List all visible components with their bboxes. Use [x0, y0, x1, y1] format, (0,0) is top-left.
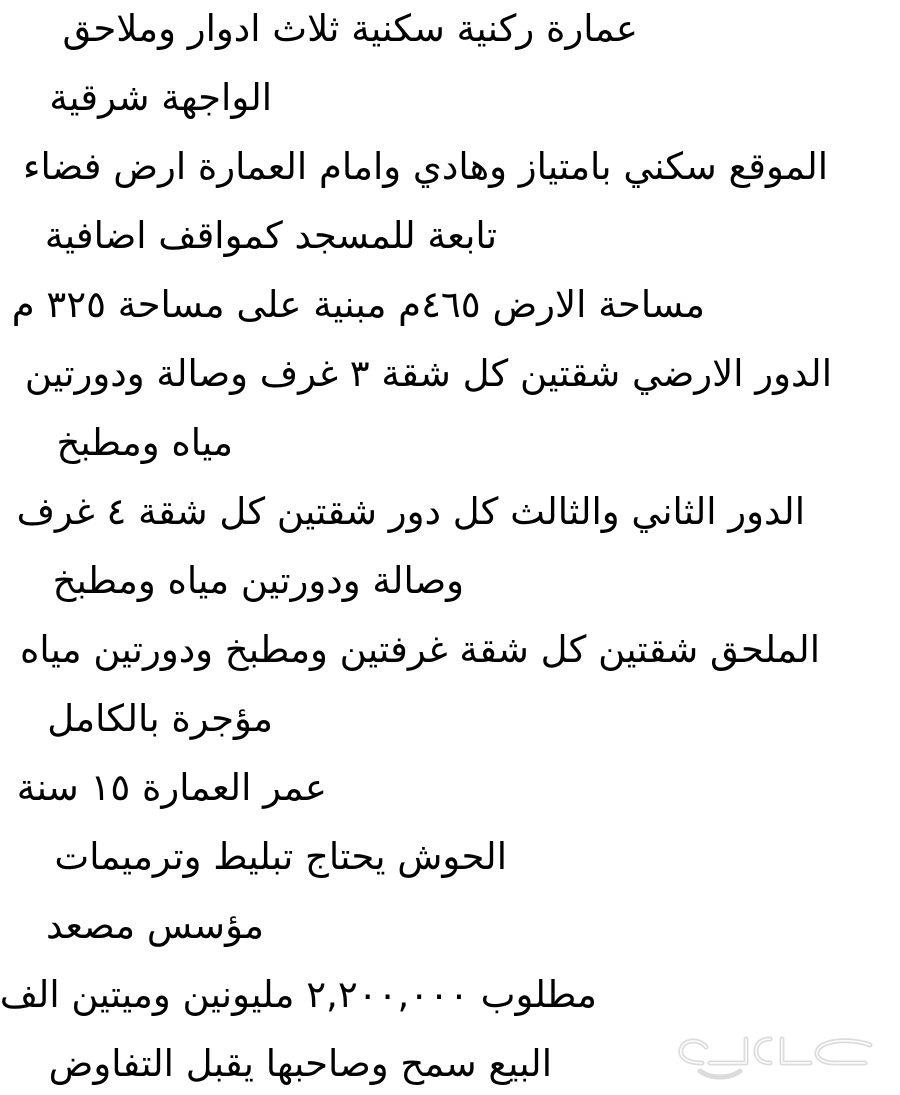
- text-line: مطلوب ٢,٢٠٠,٠٠٠ مليونين وميتين الف: [0, 973, 597, 1016]
- text-line: وصالة ودورتين مياه ومطبخ: [52, 559, 464, 602]
- text-line: عمر العمارة ١٥ سنة: [16, 766, 327, 809]
- text-line: مؤسس مصعد: [45, 904, 264, 947]
- text-line: الموقع سكني بامتياز وهادي وامام العمارة ارض فضاء: [23, 145, 828, 188]
- text-line: البيع سمح وصاحبها يقبل التفاوض: [48, 1042, 552, 1085]
- haraj-watermark-logo: [670, 1025, 880, 1085]
- text-line: الحوش يحتاج تبليط وترميمات: [54, 835, 507, 878]
- text-line: عمارة ركنية سكنية ثلاث ادوار وملاحق: [62, 7, 638, 50]
- text-line: الدور الثاني والثالث كل دور شقتين كل شقة ٤ غرف: [16, 490, 805, 533]
- text-line: تابعة للمسجد كمواقف اضافية: [44, 214, 497, 257]
- text-line: الملحق شقتين كل شقة غرفتين ومطبخ ودورتين مياه: [19, 628, 820, 671]
- text-line: الواجهة شرقية: [49, 76, 272, 119]
- text-line: مؤجرة بالكامل: [47, 697, 273, 740]
- text-line: مياه ومطبخ: [56, 421, 233, 464]
- text-line: مساحة الارض ٤٦٥م مبنية على مساحة ٣٢٥ م: [11, 283, 705, 326]
- text-line: الدور الارضي شقتين كل شقة ٣ غرف وصالة ودورتين: [24, 352, 832, 395]
